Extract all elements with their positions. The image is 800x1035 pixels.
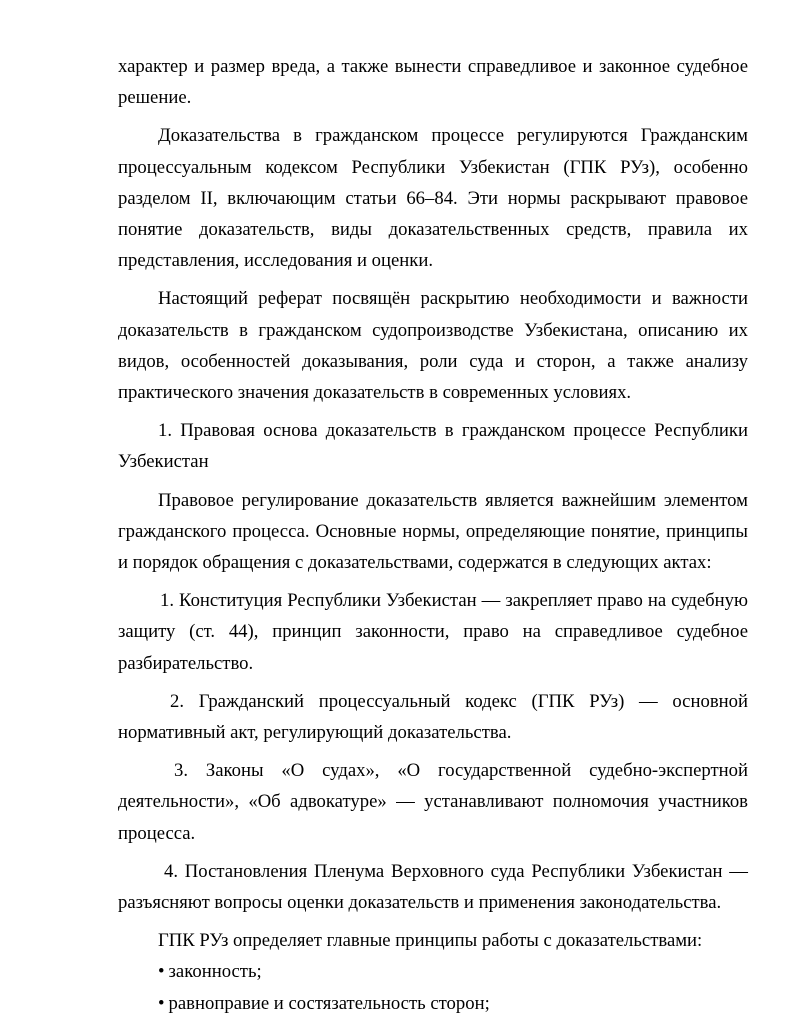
bullet-text: законность; (168, 961, 262, 983)
bullet-marker: • (158, 961, 165, 983)
list-item-plenum: 4. Постановления Пленума Верховного суда Республики Узбекистан — разъясняют вопросы оценки доказательств и применения законодательства. (118, 860, 748, 914)
paragraph-purpose: Настоящий реферат посвящён раскрытию необходимости и важности доказательств в гражданском судопроизводстве Узбекистана, описанию их видов, особенностей доказывания, роли суда и сторон, а также анализу практического значения доказательств в современных условиях. (118, 288, 748, 404)
paragraph-continuation: характер и размер вреда, а также вынести справедливое и законное судебное решение. (118, 56, 748, 109)
bullet-item (118, 988, 748, 1019)
bullet-item (118, 956, 748, 987)
paragraph-principles: ГПК РУз определяет главные принципы работы с доказательствами: (158, 930, 703, 952)
bullet-marker: • (158, 992, 165, 1014)
paragraph-evidence-regulation: Доказательства в гражданском процессе регулируются Гражданским процессуальным кодексом Республики Узбекистан (ГПК РУз), особенно разделом II, включающим статьи 66–84. Эти нормы раскрывают правовое понятие доказательств, виды доказательственных средств, правила их представления, исследования и оценки. (118, 125, 748, 272)
list-item-constitution: 1. Конституция Республики Узбекистан — закрепляет право на судебную защиту (ст. 44), принцип законности, право на справедливое судебное разбирательство. (118, 590, 748, 674)
list-item-laws: 3. Законы «О судах», «О государственной судебно-экспертной деятельности», «Об адвокатуре» — устанавливают полномочия участников процесса. (118, 760, 748, 844)
paragraph-legal-regulation: Правовое регулирование доказательств является важнейшим элементом гражданского процесса. Основные нормы, определяющие понятие, принципы и порядок обращения с доказательствами, содержатся в следующих актах: (118, 489, 748, 574)
list-item-civil-code: 2. Гражданский процессуальный кодекс (ГПК РУз) — основной нормативный акт, регулирующий доказательства. (118, 690, 748, 744)
section-heading: 1. Правовая основа доказательств в гражданском процессе Республики Узбекистан (118, 420, 748, 473)
bullet-text: равноправие и состязательность сторон; (168, 992, 490, 1014)
